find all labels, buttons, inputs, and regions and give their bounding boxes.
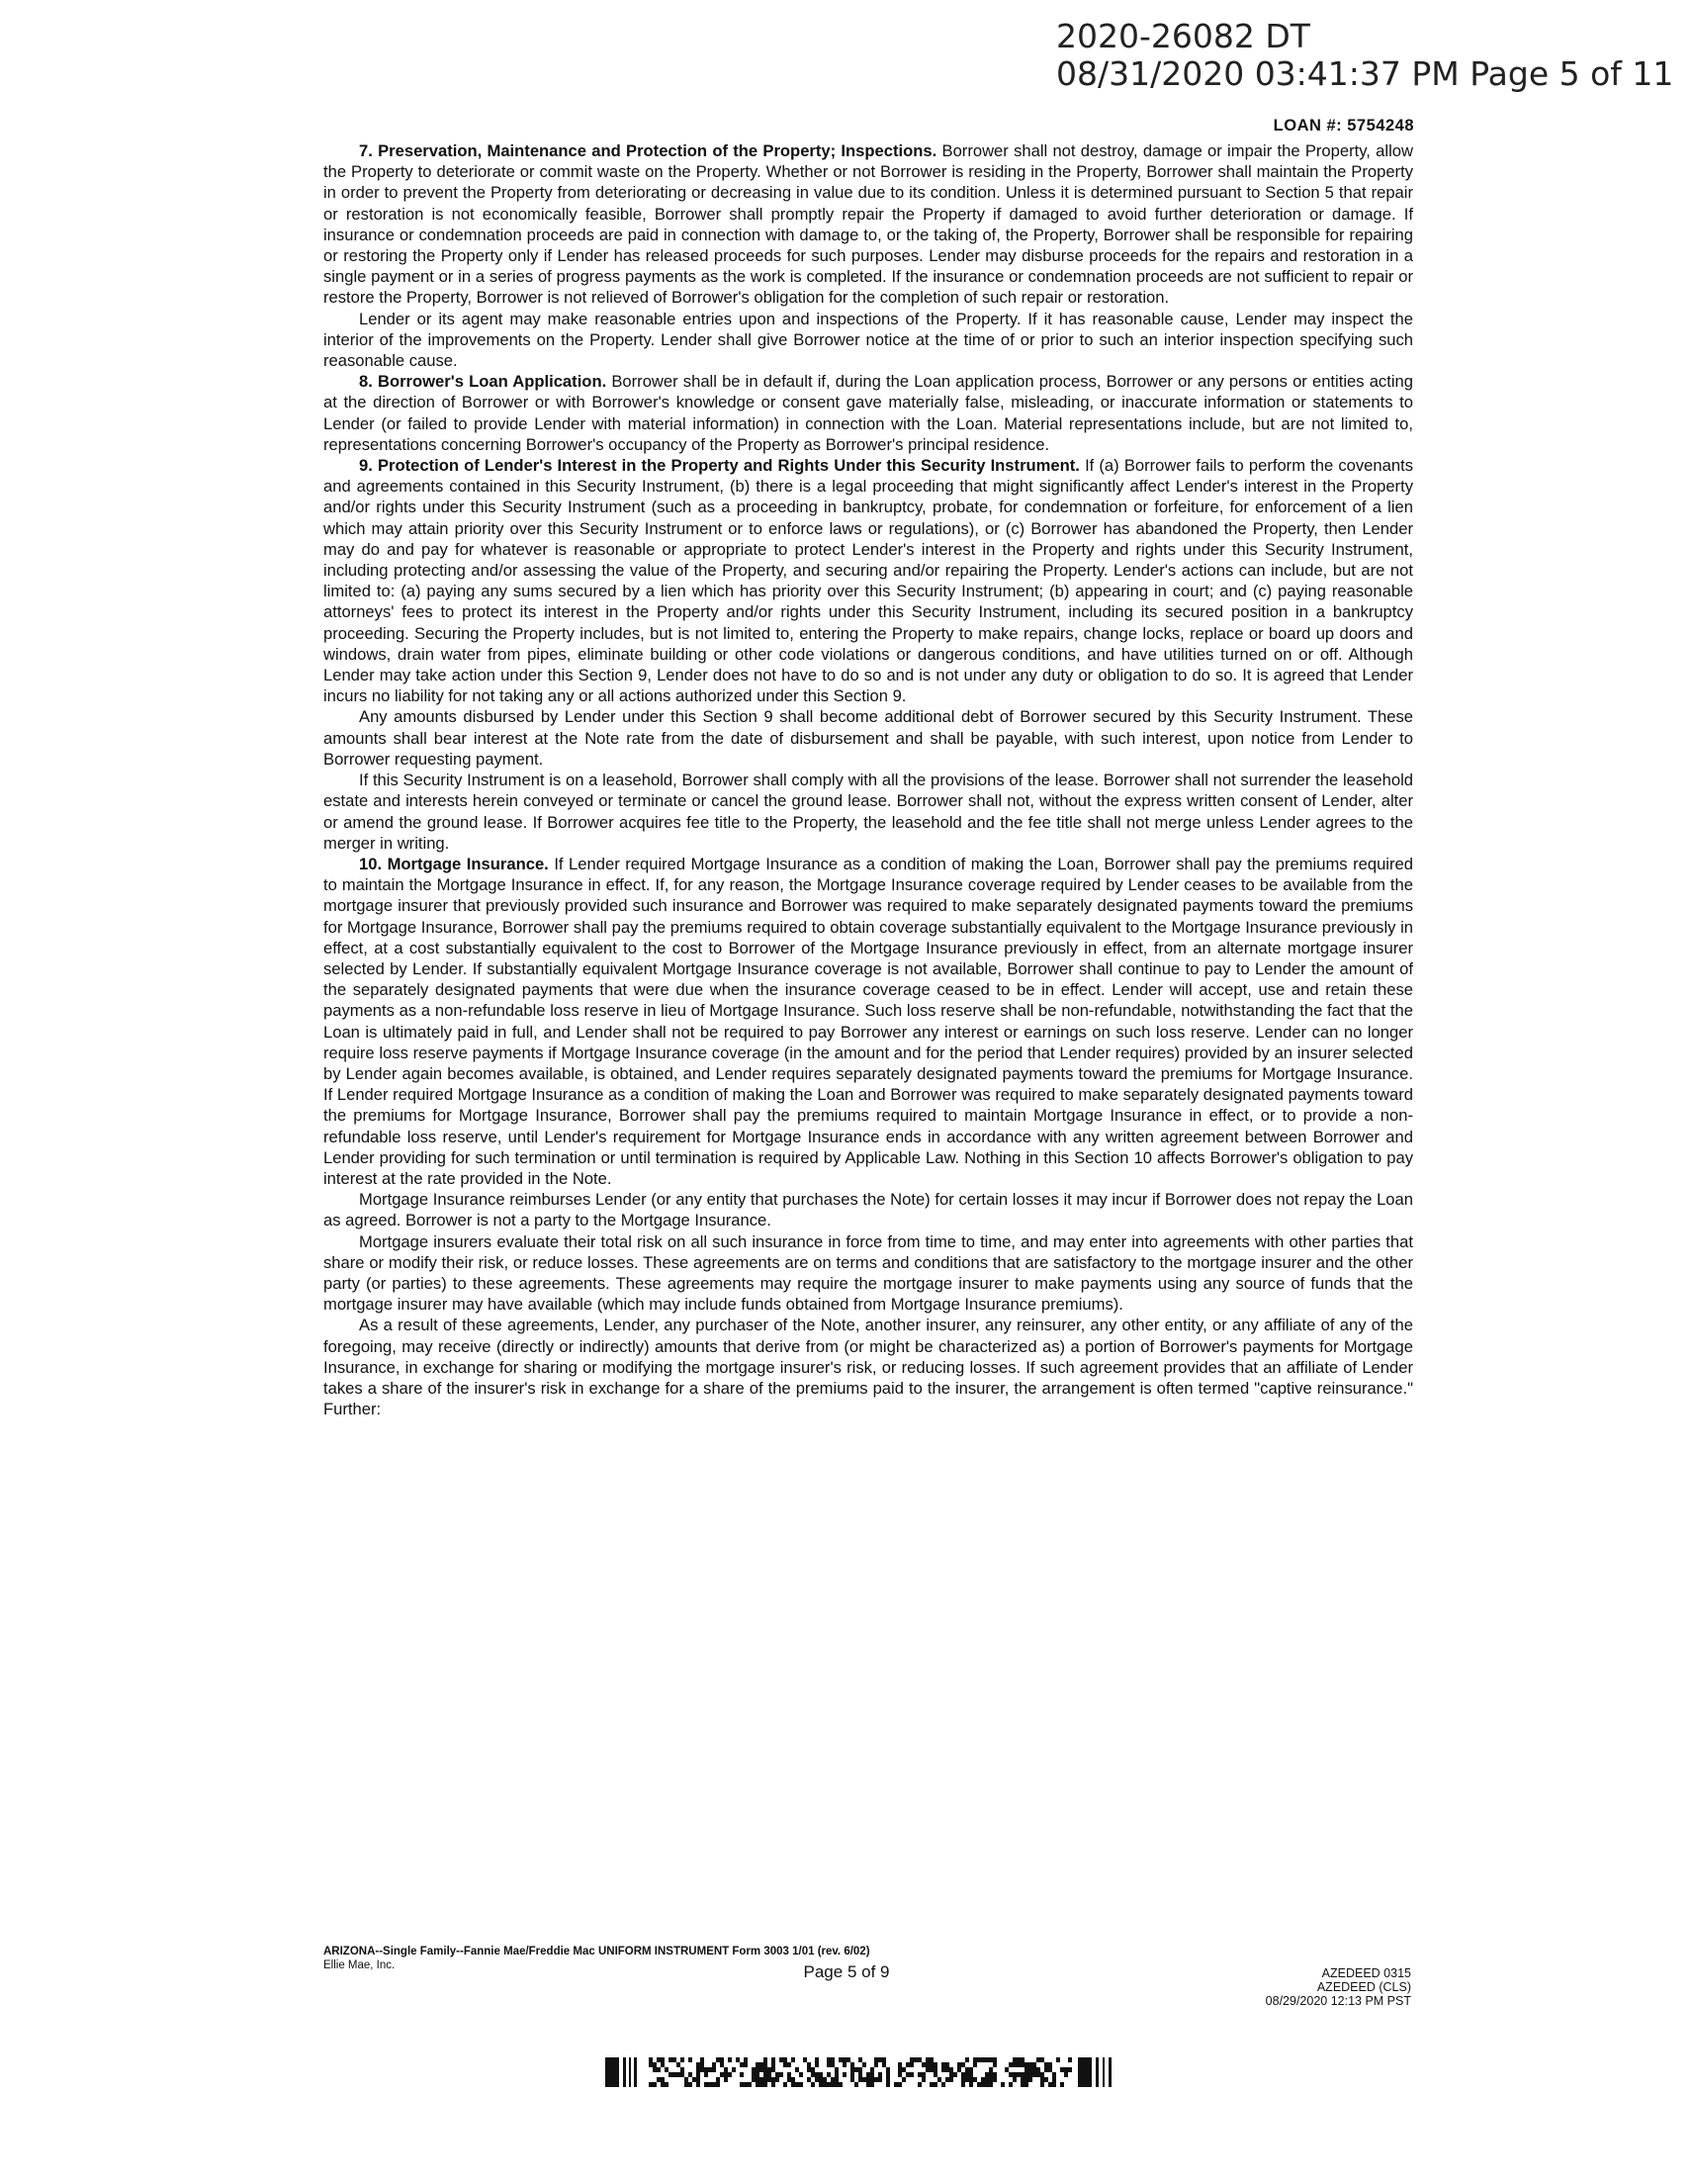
section-10-heading: 10. Mortgage Insurance. — [359, 854, 549, 873]
recording-datetime: 08/31/2020 03:41:37 PM Page 5 of 11 — [1056, 54, 1674, 93]
footer-form-codes — [1266, 1966, 1411, 2008]
recording-number: 2020-26082 DT — [1056, 17, 1310, 55]
loan-number: LOAN #: 5754248 — [1273, 117, 1414, 135]
section-9 — [323, 455, 1413, 706]
footer-form-code: AZEDEED 0315 — [1321, 1966, 1411, 1980]
footer-page-number: Page 5 of 9 — [803, 1962, 890, 1981]
section-8-heading: 8. Borrower's Loan Application. — [359, 372, 607, 392]
footer-form-title: ARIZONA--Single Family--Fannie Mae/Freddie Mac UNIFORM INSTRUMENT Form 3003 1/01 (rev. 6/02) — [323, 1946, 870, 1957]
section-10 — [323, 854, 1413, 1189]
section-7 — [323, 140, 1413, 309]
footer-print-timestamp: 08/29/2020 12:13 PM PST — [1265, 1994, 1411, 2008]
section-7-paragraph-2: Lender or its agent may make reasonable entries upon and inspections of the Property. If it has reasonable cause, Lender may inspect the interior of the improvements on the Property. Lender shall give Borrower notice at the time of or prior to such an interior inspection specifying such reasonable cause. — [323, 309, 1413, 371]
section-9-paragraph-3: If this Security Instrument is on a leasehold, Borrower shall comply with all the provisions of the lease. Borrower shall not surrender the leasehold estate and interests herein conveyed or terminate or cancel the ground lease. Borrower shall not, without the express written consent of Lender, alter or amend the ground lease. If Borrower acquires fee title to the Property, the leasehold and the fee title shall not merge unless Lender agrees to the merger in writing. — [323, 771, 1413, 853]
footer-publisher: Ellie Mae, Inc. — [323, 1959, 396, 1971]
section-10-paragraph-3: Mortgage insurers evaluate their total risk on all such insurance in force from time to time, and may enter into agreements with other parties that share or modify their risk, or reduce losses. These agreements are on terms and conditions that are satisfactory to the mortgage insurer and the other party (or parties) to these agreements. These agreements may require the mortgage insurer to make payments using any source of funds that the mortgage insurer may have available (which may include funds obtained from Mortgage Insurance premiums). — [323, 1231, 1413, 1315]
footer-form-code-cls: AZEDEED (CLS) — [1316, 1980, 1411, 1994]
document-body — [323, 140, 1413, 1419]
section-9-paragraph-2: Any amounts disbursed by Lender under this Section 9 shall become additional debt of Borrower secured by this Security Instrument. These amounts shall bear interest at the Note rate from the date of disbursement and shall be payable, with such interest, upon notice from Lender to Borrower requesting payment. — [323, 707, 1413, 769]
section-10-body: If Lender required Mortgage Insurance as a condition of making the Loan, Borrower shall pay the premiums required to maintain the Mortgage Insurance in effect. If, for any reason, the Mortgage Insurance coverage required by Lender ceases to be available from the mortgage insurer that previously provided such insurance and Borrower was required to make separately designated payments toward the premiums for Mortgage Insurance, Borrower shall pay the premiums required to obtain coverage substantially equivalent to the Mortgage Insurance previously in effect, at a cost substantially equivalent to the cost to Borrower of the Mortgage Insurance previously in effect, from an alternate mortgage insurer selected by Lender. If substantially equivalent Mortgage Insurance coverage is not available, Borrower shall continue to pay to Lender the amount of the separately designated payments that were due when the insurance coverage ceased to be in effect. Lender will accept, use and retain these payments as a non-refundable loss reserve in lieu of Mortgage Insurance. Such loss reserve shall be non-refundable, notwithstanding the fact that the Loan is ultimately paid in full, and Lender shall not be required to pay Borrower any interest or earnings on such loss reserve. Lender can no longer require loss reserve payments if Mortgage Insurance coverage (in the amount and for the period that Lender requires) provided by an insurer selected by Lender again becomes available, is obtained, and Lender requires separately designated payments toward the premiums for Mortgage Insurance. If Lender required Mortgage Insurance as a condition of making the Loan and Borrower was required to make separately designated payments toward the premiums for Mortgage Insurance, Borrower shall pay the premiums required to maintain Mortgage Insurance in effect, or to provide a non-refundable loss reserve, until Lender's requirement for Mortgage Insurance ends in accordance with any written agreement between Borrower and Lender providing for such termination or until termination is required by Applicable Law. Nothing in this Section 10 affects Borrower's obligation to pay interest at the rate provided in the Note. — [323, 854, 1413, 1188]
section-9-body: If (a) Borrower fails to perform the covenants and agreements contained in this Security Instrument, (b) there is a legal proceeding that might significantly affect Lender's interest in the Property and/or rights under this Security Instrument (such as a proceeding in bankruptcy, probate, for condemnation or forfeiture, for enforcement of a lien which may attain priority over this Security Instrument or to enforce laws or regulations), or (c) Borrower has abandoned the Property, then Lender may do and pay for whatever is reasonable or appropriate to protect Lender's interest in the Property and rights under this Security Instrument, including protecting and/or assessing the value of the Property, and securing and/or repairing the Property. Lender's actions can include, but are not limited to: (a) paying any sums secured by a lien which has priority over this Security Instrument; (b) appearing in court; and (c) paying reasonable attorneys' fees to protect its interest in the Property and/or rights under this Security Instrument, including its secured position in a bankruptcy proceeding. Securing the Property includes, but is not limited to, entering the Property to make repairs, change locks, replace or board up doors and windows, drain water from pipes, eliminate building or other code violations or dangerous conditions, and have utilities turned on or off. Although Lender may take action under this Section 9, Lender does not have to do so and is not under any duty or obligation to do so. It is agreed that Lender incurs no liability for not taking any or all actions authorized under this Section 9. — [323, 456, 1413, 706]
barcode-icon — [605, 2055, 1123, 2089]
section-7-body: Borrower shall not destroy, damage or impair the Property, allow the Property to deteriorate or commit waste on the Property. Whether or not Borrower is residing in the Property, Borrower shall maintain the Property in order to prevent the Property from deteriorating or decreasing in value due to its condition. Unless it is determined pursuant to Section 5 that repair or restoration is not economically feasible, Borrower shall promptly repair the Property if damaged to avoid further deterioration or damage. If insurance or condemnation proceeds are paid in connection with damage to, or the taking of, the Property, Borrower shall be responsible for repairing or restoring the Property only if Lender has released proceeds for such purposes. Lender may disburse proceeds for the repairs and restoration in a single payment or in a series of progress payments as the work is completed. If the insurance or condemnation proceeds are not sufficient to repair or restore the Property, Borrower is not relieved of Borrower's obligation for the completion of such repair or restoration. — [323, 141, 1413, 308]
section-10-paragraph-2: Mortgage Insurance reimburses Lender (or any entity that purchases the Note) for certain losses it may incur if Borrower does not repay the Loan as agreed. Borrower is not a party to the Mortgage Insurance. — [323, 1190, 1413, 1230]
section-10-paragraph-4: As a result of these agreements, Lender, any purchaser of the Note, another insurer, any reinsurer, any other entity, or any affiliate of any of the foregoing, may receive (directly or indirectly) amounts that derive from (or might be characterized as) a portion of Borrower's payments for Mortgage Insurance, in exchange for sharing or modifying the mortgage insurer's risk, or reducing losses. If such agreement provides that an affiliate of Lender takes a share of the insurer's risk in exchange for a share of the premiums paid to the insurer, the arrangement is often termed "captive reinsurance." Further: — [323, 1316, 1413, 1419]
section-7-heading: 7. Preservation, Maintenance and Protection of the Property; Inspections. — [359, 141, 937, 160]
section-8-body: Borrower shall be in default if, during the Loan application process, Borrower or any persons or entities acting at the direction of Borrower or with Borrower's knowledge or consent gave materially false, misleading, or inaccurate information or statements to Lender (or failed to provide Lender with material information) in connection with the Loan. Material representations include, but are not limited to, representations concerning Borrower's occupancy of the Property as Borrower's principal residence. — [323, 372, 1413, 454]
section-9-heading: 9. Protection of Lender's Interest in the Property and Rights Under this Security Instrument. — [359, 456, 1080, 476]
section-8 — [323, 371, 1413, 455]
recording-stamp — [1056, 17, 1674, 93]
